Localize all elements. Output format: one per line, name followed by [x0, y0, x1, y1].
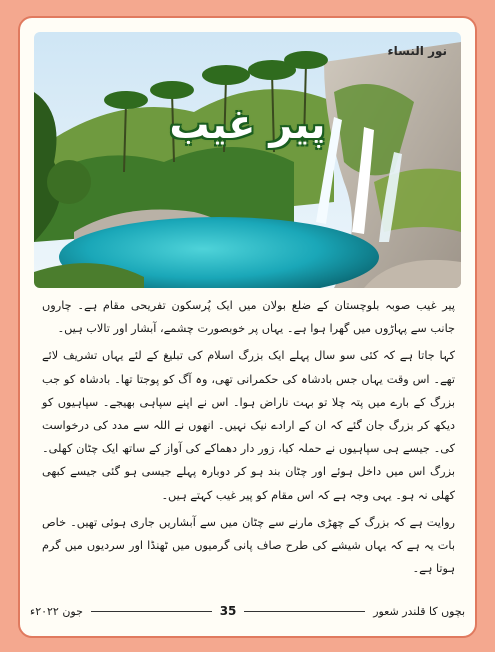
page-number: 35: [219, 604, 237, 618]
paragraph: پیر غیب صوبہ بلوچستان کے ضلع بولان میں ایک پُرسکون تفریحی مقام ہے۔ چاروں جانب سے پہاڑوں میں گھرا ہوا ہے۔ یہاں پر خوبصورت چشمے، آبشار اور تالاب ہیں۔: [42, 299, 455, 336]
footer-divider: [244, 611, 365, 612]
waterfall-illustration: [34, 32, 461, 288]
page-footer: [30, 600, 465, 622]
magazine-page: [18, 16, 477, 638]
paragraph: روایت ہے کہ بزرگ کے چھڑی مارنے سے چٹان میں سے آبشاریں جاری ہوئی تھیں۔ خاص بات یہ ہے کہ یہاں شیشے کی طرح صاف پانی گرمیوں میں ٹھنڈا اور سردیوں میں گرم ہوتا ہے۔: [42, 515, 455, 576]
author-name: نور النساء: [387, 44, 447, 58]
article-title: پیر غیب: [169, 102, 326, 148]
paragraph: کہا جاتا ہے کہ کئی سو سال پہلے ایک بزرگ اسلام کی تبلیغ کے لئے یہاں تشریف لائے تھے۔ اس وقت یہاں جس بادشاہ کی حکمرانی تھی، وہ آگ کو پوجتا تھا۔ بادشاہ کو جب بزرگ کے بارے میں پتہ چلا تو بہت ناراض ہوا۔ اس نے اپنے سپاہی بھیجے۔ سپاہیوں کو دیکھ کر بزرگ جان گئے کہ ان کے ارادے نیک نہیں۔ انھوں نے اللہ سے مدد کی درخواست کی۔ جیسے ہی سپاہیوں نے حملہ کیا، زور دار دھماکے کی آواز کے ساتھ ایک چٹان کھلی۔ بزرگ اس میں داخل ہوئے اور چٹان بند ہو کر دوبارہ پہلے جیسی ہو گئی جیسے کبھی کھلی نہ ہو۔ یہی وجہ ہے کہ اس مقام کو پیر غیب کہتے ہیں۔: [42, 349, 455, 502]
magazine-name: بچوں کا قلندر شعور: [373, 604, 466, 618]
waterfall-photo: [34, 32, 461, 288]
footer-divider: [91, 611, 212, 612]
article-body: [42, 294, 455, 584]
issue-date: جون ۲۰۲۲ء: [30, 604, 83, 618]
